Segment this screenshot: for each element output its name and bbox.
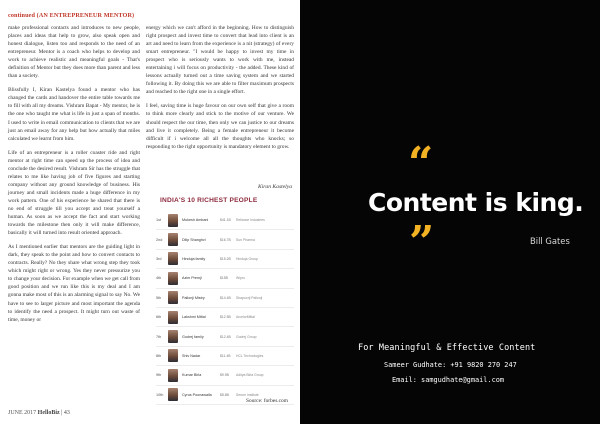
- ad-tagline: For Meaningful & Effective Content: [358, 343, 536, 353]
- person-name: Cyrus Poonawalla: [182, 392, 212, 397]
- rank-label: 3rd: [156, 256, 162, 261]
- company-name: Hinduja Group: [236, 256, 258, 261]
- article-column-left: [8, 24, 140, 330]
- article-column-right: [146, 24, 294, 157]
- issue-month: JUNE 2017: [8, 410, 37, 416]
- person-photo: [168, 349, 178, 362]
- person-name: Mukesh Ambani: [182, 218, 209, 223]
- table-row: [156, 366, 294, 385]
- open-quote-mark: “: [408, 138, 434, 189]
- net-worth: $12.5B: [220, 315, 231, 320]
- quote-author: Bill Gates: [530, 236, 570, 246]
- contact-email[interactable]: Email: samgudhate@gmail.com: [392, 376, 505, 384]
- paragraph: energy which we can't afford in the beginning. How to distinguish right prospect and invest time to convert that lead into client is an art and need to learn from the experience is a nit (strategy) of every smart entrepreneur. "I would be happy to invest my time in prospect who is seriously wants to work with me, instead entertaining i will focus on productivity - the added. These kind of lessons actually turned out a time saving system and we started following it. By doing this we are able to filter maximum prospects and reached to the right one in a single effort.: [146, 25, 294, 96]
- person-name: Azim Premji: [182, 276, 202, 281]
- person-name: Kumar Birla: [182, 373, 202, 378]
- person-name: Shiv Nadar: [182, 353, 201, 358]
- paragraph: Life of an entrepreneur is a roller coaster ride and right mentor at right time can speed up the process of idea and conclude the desired result. Vishram Sir has the struggle that relates to me like having job of five figures and starting company without any ground knowledge of business. His journey and small incidents made a huge difference in my work pattern. One of his experience he shared that there is no end of struggle till you accept and treat yourself a human. As soon as we accept the fact and start working towards the milestone then only it will make difference, basically it will turned into result oriented approach.: [8, 149, 140, 237]
- page-number: | 43: [61, 410, 70, 416]
- author-signature: Kiran Kastelya: [257, 184, 292, 190]
- net-worth: $41.1B: [220, 218, 231, 223]
- rank-label: 10th: [156, 392, 164, 397]
- paragraph: I feel, saving time is huge favour on our own self that give a room to think more clearly and stick to the motive of our venture. We should respect the our time, then only we can justice to our dreams and live it completely. Being a female entrepreneur it become difficult if i welcome all all the thoughts who knocks; so responding to the right opportunity is mandatory element to grow.: [146, 103, 294, 150]
- table-row: [156, 230, 294, 249]
- person-name: Lakshmi Mittal: [182, 315, 206, 320]
- rank-label: 6th: [156, 315, 162, 320]
- net-worth: $16.7B: [220, 237, 231, 242]
- paragraph: As I mentioned earlier that mentors are the guiding light in dark, they speak to the point and how to convert contacts to contracts. Really? No they share what wrong step they took which might right or wrong. Yes they never pressurize you to change your decision. For example when we get call from good position and we run like this is my deal and I am gonna make most of this is an alarming signal to say No. We have to see to larger picture and most important the agenda to identify the need a prospect. It might turn out waste of time, money or: [8, 244, 140, 323]
- running-head: continued (AN ENTREPRENEUR MENTOR): [8, 12, 135, 19]
- table-title: INDIA'S 10 RICHEST PEOPLE: [160, 197, 258, 204]
- rank-label: 4th: [156, 276, 162, 281]
- person-photo: [168, 233, 178, 246]
- paragraph: Blissfully I, Kiran Kastelya found a mentor who has changed the cards and handover the entire table towards me to fill with all my dreams. Vishram Bapat - My mentor, he is the one who taught me what is life in just a span of months. I used to write in email communication to clients that we are just an email away for any help but how actually that miles calculated we learnt from him.: [8, 87, 140, 142]
- paragraph: make professional contacts and introduces to new people, places and ideas that help to grow, also speak open and honest dialogue, listen too and responds to the need of an entrepreneur. Mentor is a coach who helps to develop and work to achieve realistic and meaningful goals - That's definition of Mentor but they does more than parent and less than a society.: [8, 25, 140, 80]
- table-row: [156, 308, 294, 327]
- net-worth: $9.9B: [220, 373, 229, 378]
- table-row: [156, 289, 294, 308]
- rank-label: 8th: [156, 353, 162, 358]
- person-name: Dilip Shanghvi: [182, 237, 206, 242]
- source-credit: Source: forbes.com: [246, 398, 288, 404]
- rank-label: 7th: [156, 334, 162, 339]
- company-name: HCL Technologies: [236, 353, 264, 358]
- net-worth: $14.4B: [220, 295, 231, 300]
- table-row: [156, 211, 294, 230]
- person-photo: [168, 311, 178, 324]
- table-row: [156, 250, 294, 269]
- net-worth: $12.4B: [220, 334, 231, 339]
- company-name: Aditya Birla Group: [236, 373, 264, 378]
- person-photo: [168, 369, 178, 382]
- rank-label: 5th: [156, 295, 162, 300]
- person-name: Godrej family: [182, 334, 204, 339]
- company-name: Reliance Industries: [236, 218, 265, 223]
- company-name: Sun Pharma: [236, 237, 255, 242]
- rank-label: 1st: [156, 218, 162, 223]
- close-quote-mark: ”: [409, 217, 435, 268]
- table-row: [156, 269, 294, 288]
- person-photo: [168, 272, 178, 285]
- magazine-name: HelloBiz: [37, 410, 60, 416]
- company-name: Serum Institute: [236, 392, 259, 397]
- person-photo: [168, 214, 178, 227]
- net-worth: $11.4B: [220, 353, 231, 358]
- richest-people-table: [146, 197, 296, 402]
- ad-headline: Content is king.: [368, 188, 584, 217]
- company-name: ArcelorMittal: [236, 315, 255, 320]
- page-footer: [8, 410, 70, 416]
- table-row: [156, 327, 294, 346]
- person-name: Hinduja family: [182, 256, 206, 261]
- net-worth: $8.8B: [220, 392, 229, 397]
- person-photo: [168, 291, 178, 304]
- rank-label: 9th: [156, 373, 162, 378]
- table-rows: [156, 211, 294, 405]
- company-name: Shapoorji Pallonji: [236, 295, 263, 300]
- net-worth: $15B: [220, 276, 228, 281]
- person-photo: [168, 252, 178, 265]
- net-worth: $15.2B: [220, 256, 231, 261]
- company-name: Godrej Group: [236, 334, 257, 339]
- contact-phone: Sameer Gudhate: +91 9820 270 247: [384, 361, 517, 369]
- rank-label: 2nd: [156, 237, 163, 242]
- person-photo: [168, 388, 178, 401]
- person-photo: [168, 330, 178, 343]
- person-name: Pallonji Mistry: [182, 295, 205, 300]
- table-row: [156, 347, 294, 366]
- company-name: Wipro: [236, 276, 245, 281]
